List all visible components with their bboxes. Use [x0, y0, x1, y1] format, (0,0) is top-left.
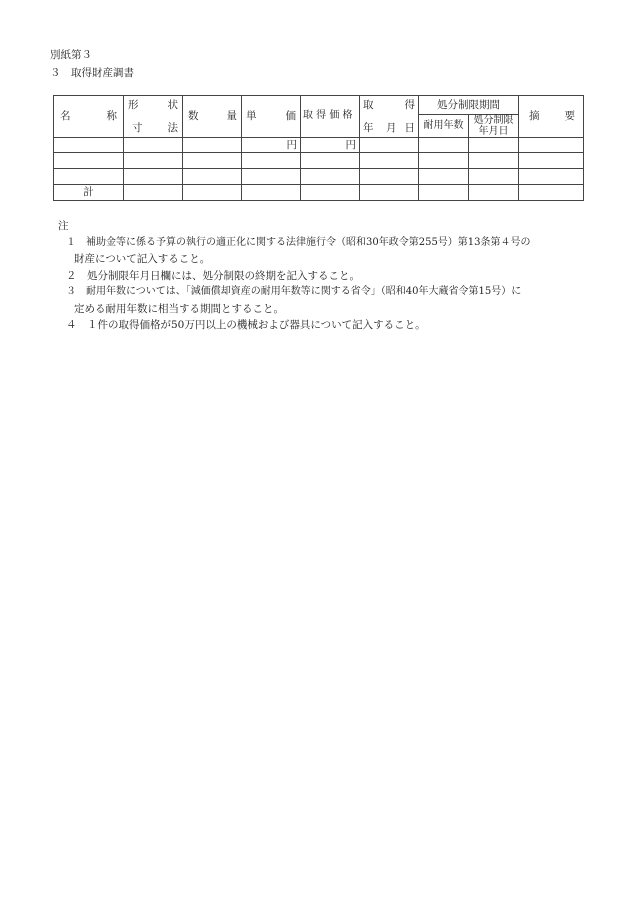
note-4-line-1: ４ １件の取得価格が50万円以上の機械および器具について記入すること。 [66, 319, 426, 331]
table-cell [183, 169, 242, 185]
note-1-line-2: 財産について記入すること。 [74, 253, 211, 265]
table-cell [301, 153, 360, 169]
header-size-char1: 寸 [132, 121, 143, 134]
table-row [54, 153, 584, 169]
header-unit-price-cell [242, 96, 301, 138]
note-1-line-1: １ 補助金等に係る予算の執行の適正化に関する法律施行令（昭和30年政令第255号）第13条第４号の [66, 236, 531, 248]
note-3-line-1: ３ 耐用年数については、「減価償却資産の耐用年数等に関する省令」（昭和40年大蔵省令第15号）に [66, 286, 522, 297]
table-cell [360, 169, 419, 185]
header-quantity-cell [183, 96, 242, 138]
header-acquisition-date-cell [360, 96, 419, 138]
table-cell [124, 138, 183, 153]
table-cell [242, 153, 301, 169]
header-shape-char2: 状 [167, 99, 178, 111]
header-limit-date-line2: 年月日 [478, 126, 509, 137]
header-day-char: 日 [404, 121, 415, 134]
table-cell [54, 153, 124, 169]
note-2-line-1: ２ 処分制限年月日欄には、処分制限の終期を記入すること。 [66, 269, 360, 282]
table-row [54, 169, 584, 185]
table-cell [469, 153, 519, 169]
table-cell [54, 169, 124, 185]
table-cell [124, 153, 183, 169]
annex-label: 別紙第３ [50, 49, 92, 61]
unit-yen-price: 円 [242, 138, 301, 153]
header-disposal-limit-group: 処分制限期間 [419, 96, 519, 115]
header-year-char: 年 [363, 121, 374, 134]
table-cell [469, 138, 519, 153]
header-useful-years: 耐用年数 [419, 115, 469, 138]
header-limit-date-cell [469, 115, 519, 138]
header-name-char1: 名 [60, 110, 71, 122]
header-qty-char2: 量 [226, 110, 237, 122]
table-cell [360, 138, 419, 153]
header-remarks-char2: 要 [564, 110, 575, 122]
header-limit-date-line1: 処分制限 [473, 115, 514, 126]
header-shape-size-cell [124, 96, 183, 138]
table-cell [469, 185, 519, 201]
table-cell [519, 138, 584, 153]
table-cell [419, 169, 469, 185]
unit-yen-acquisition: 円 [301, 138, 360, 153]
header-acq-date-char1: 取 [363, 99, 374, 111]
header-month-char: 月 [386, 121, 397, 134]
table-cell [519, 185, 584, 201]
total-row [54, 185, 584, 201]
header-unit-price-char2: 価 [285, 110, 296, 122]
table-cell [124, 185, 183, 201]
header-shape-char1: 形 [128, 99, 139, 111]
table-cell [469, 169, 519, 185]
table-cell [519, 169, 584, 185]
table-cell [519, 153, 584, 169]
notes-section [58, 218, 598, 334]
total-label: 計 [54, 185, 124, 201]
table-cell [54, 138, 124, 153]
notes-heading: 注 [58, 220, 69, 232]
header-acquisition-price: 取 得 価 格 [303, 110, 353, 121]
table-row [54, 138, 584, 153]
table-cell [183, 153, 242, 169]
table-cell [242, 169, 301, 185]
table-cell [419, 185, 469, 201]
header-name-cell [54, 96, 124, 138]
header-acquisition-price-cell [301, 96, 360, 138]
table-cell [124, 169, 183, 185]
table-cell [183, 138, 242, 153]
header-remarks-cell [519, 96, 584, 138]
table-cell [360, 185, 419, 201]
table-cell [419, 153, 469, 169]
note-3-line-2: 定める耐用年数に相当する期間とすること。 [74, 302, 284, 315]
header-name-char2: 称 [106, 110, 117, 122]
table-cell [360, 153, 419, 169]
header-qty-char1: 数 [188, 110, 199, 122]
acquired-property-table [53, 95, 584, 201]
document-title: ３ 取得財産調書 [50, 67, 134, 79]
header-unit-price-char1: 単 [246, 110, 257, 122]
table-cell [242, 185, 301, 201]
table-cell [419, 138, 469, 153]
header-acq-date-char2: 得 [404, 99, 415, 111]
header-size-char2: 法 [167, 121, 178, 134]
table-cell [301, 169, 360, 185]
table-cell [301, 185, 360, 201]
header-remarks-char1: 摘 [529, 110, 540, 122]
table-cell [183, 185, 242, 201]
